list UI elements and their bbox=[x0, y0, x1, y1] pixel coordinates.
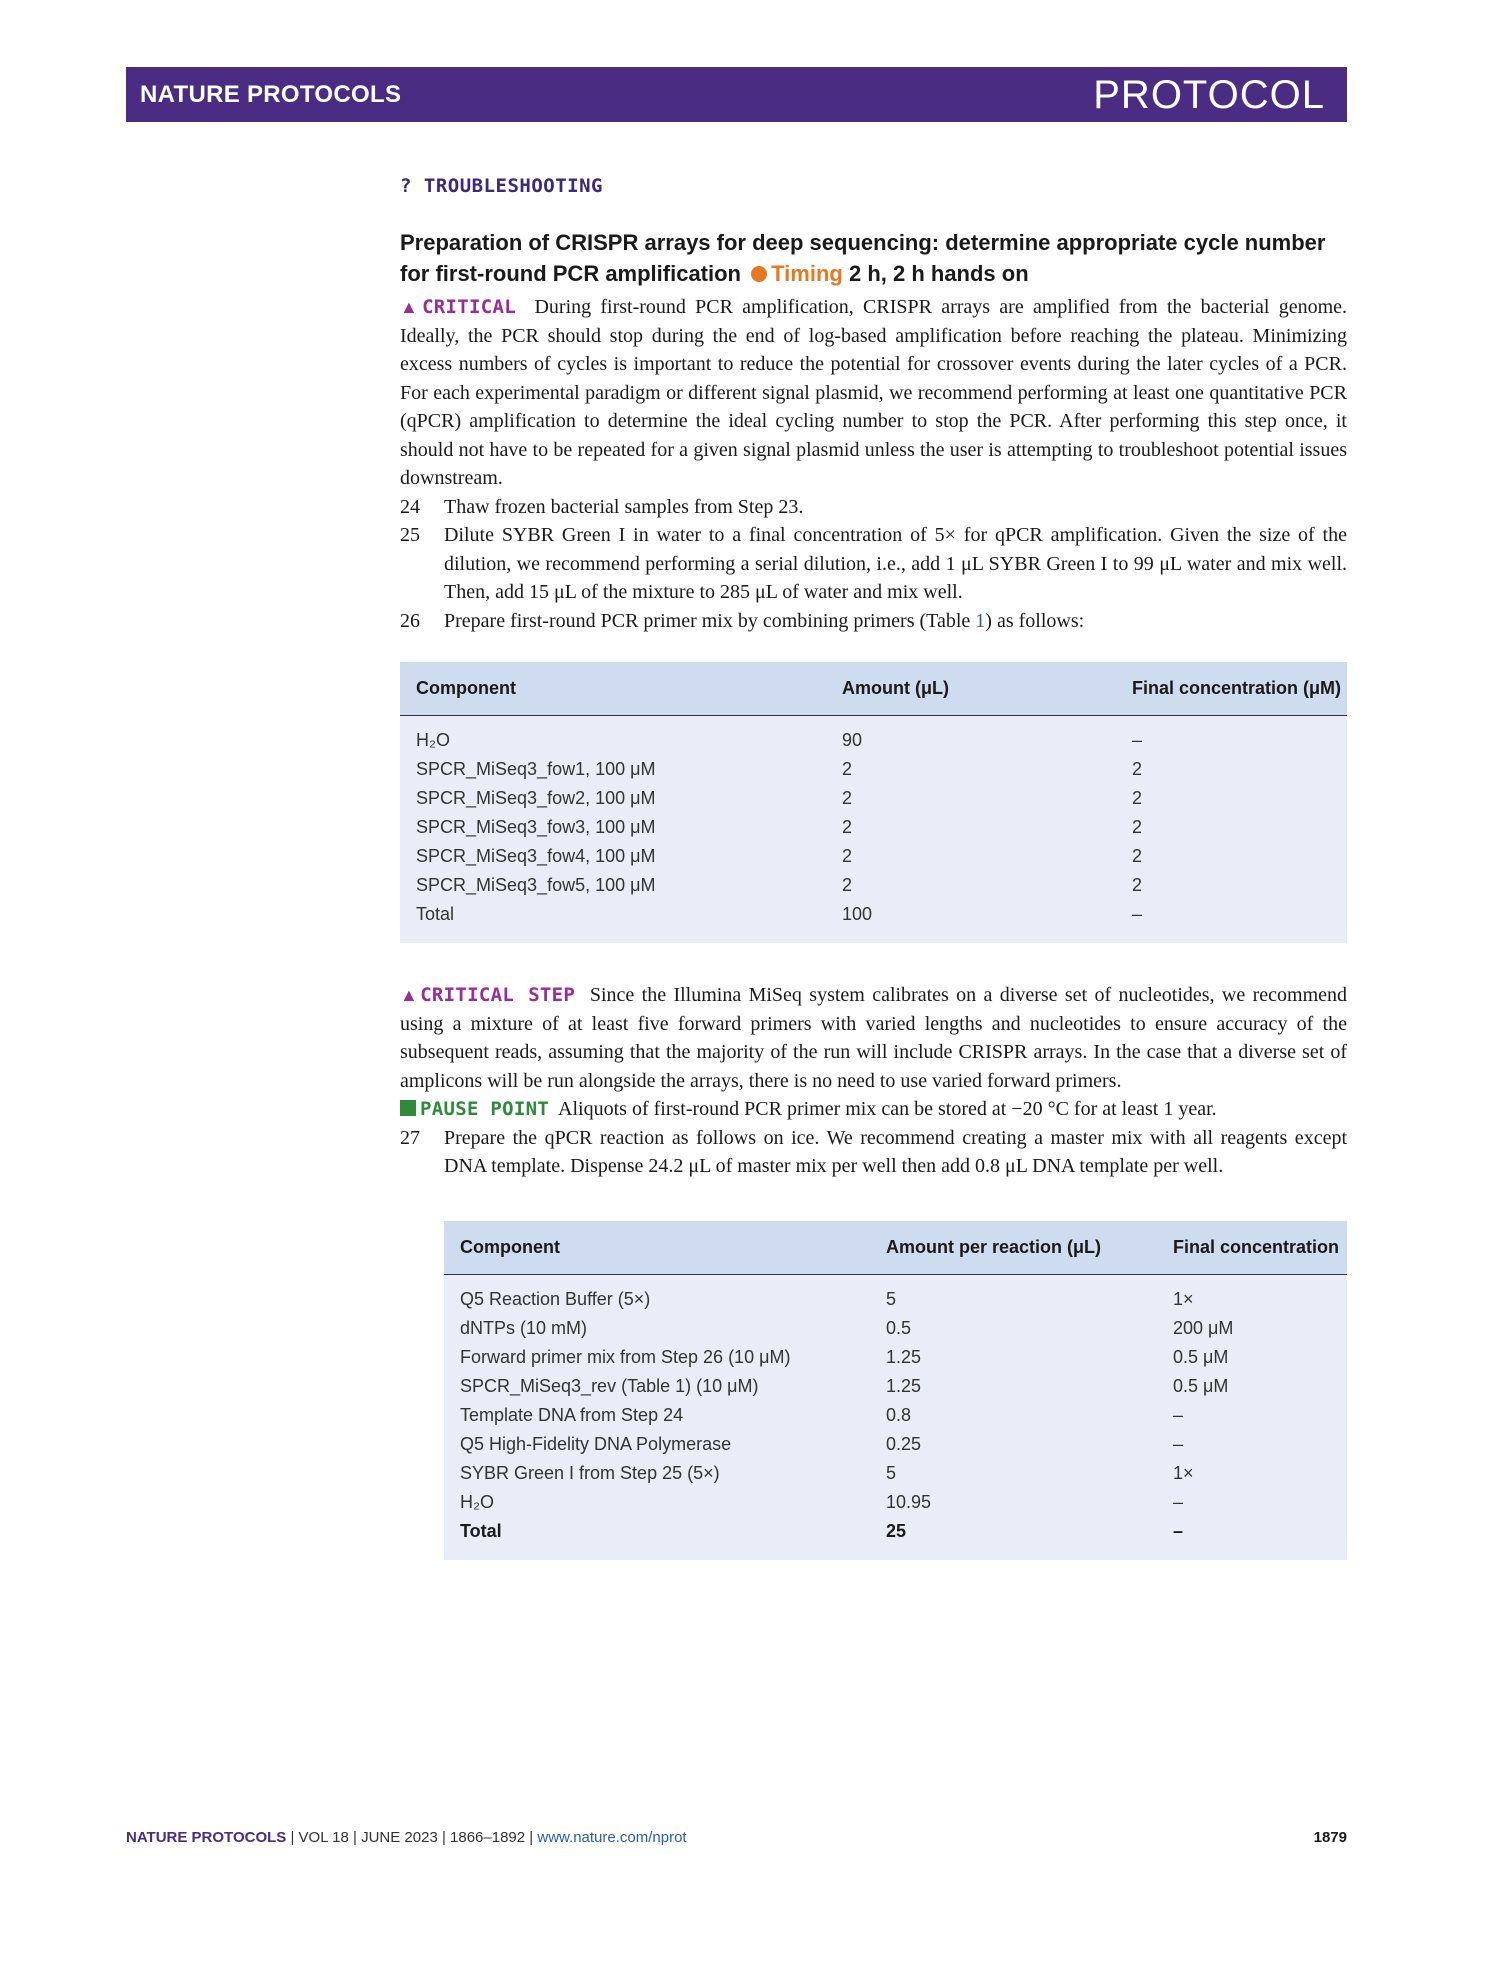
column-header: Component bbox=[444, 1221, 870, 1275]
footer-pages: 1866–1892 bbox=[450, 1829, 526, 1846]
table-cell: 0.5 bbox=[886, 1317, 912, 1338]
table-cell: 1.25 bbox=[886, 1346, 922, 1367]
table-cell: SYBR Green I from Step 25 (5×) bbox=[460, 1462, 720, 1483]
table-cell: – bbox=[1132, 730, 1143, 750]
table-cell: SPCR_MiSeq3_fow3, 100 μM bbox=[416, 817, 656, 837]
table-cell: 0.5 μM bbox=[1173, 1346, 1229, 1367]
table-cell: – bbox=[1132, 904, 1143, 924]
critical-label: CRITICAL bbox=[422, 296, 516, 318]
step-25 bbox=[400, 521, 1347, 607]
section-title: Preparation of CRISPR arrays for deep sequencing: determine appropriate cycle number for first-round PCR amplification bbox=[400, 230, 1326, 286]
table-row bbox=[400, 900, 1347, 943]
table-row bbox=[400, 784, 1347, 813]
table-header-row bbox=[444, 1221, 1347, 1275]
column-header: Amount per reaction (μL) bbox=[870, 1221, 1157, 1275]
step-number: 27 bbox=[400, 1126, 420, 1149]
table-row bbox=[400, 813, 1347, 842]
table-cell: – bbox=[1173, 1433, 1184, 1454]
primer-mix-table bbox=[400, 662, 1347, 943]
step-text: Prepare the qPCR reaction as follows on ice. We recommend creating a master mix with all reagents except DNA template. Dispense 24.2 μL of master mix per well then add 0.8 μL DNA template per well. bbox=[444, 1126, 1347, 1177]
journal-name: NATURE PROTOCOLS bbox=[140, 81, 402, 108]
table-cell: 90 bbox=[842, 730, 863, 750]
table-row bbox=[400, 755, 1347, 784]
table-cell: 0.25 bbox=[886, 1433, 922, 1454]
table-cell: H₂O bbox=[460, 1491, 494, 1512]
critical-step-label: CRITICAL STEP bbox=[420, 984, 576, 1006]
table-row bbox=[444, 1430, 1347, 1459]
table-row bbox=[444, 1274, 1347, 1314]
column-header: Final concentration bbox=[1157, 1221, 1347, 1275]
step-number: 24 bbox=[400, 495, 420, 518]
table-cell: 1× bbox=[1173, 1462, 1194, 1483]
step-text-end: ) as follows: bbox=[985, 609, 1085, 632]
footer-url[interactable]: www.nature.com/nprot bbox=[537, 1829, 687, 1846]
table-cell: 10.95 bbox=[886, 1491, 932, 1512]
table-cell: dNTPs (10 mM) bbox=[460, 1317, 588, 1338]
pause-point-label: PAUSE POINT bbox=[420, 1098, 550, 1120]
step-number: 25 bbox=[400, 524, 420, 546]
table-cell: SPCR_MiSeq3_rev (Table 1) (10 μM) bbox=[460, 1375, 759, 1396]
table-cell: SPCR_MiSeq3_fow2, 100 μM bbox=[416, 788, 656, 808]
footer-volume: VOL 18 bbox=[298, 1829, 349, 1846]
critical-text: During first-round PCR amplification, CRISPR arrays are amplified from the bacterial genome. Ideally, the PCR should stop during the end of log-based amplification before reaching the plateau. Minimizing excess numbers of cycles is important to reduce the potential for crossover events during the later cycles of a PCR. For each experimental paradigm or different signal plasmid, we recommend performing at least one quantitative PCR (qPCR) amplification to determine the ideal cycling number to stop the PCR. After performing this step once, it should not have to be repeated for a given signal plasmid unless the user is attempting to troubleshoot potential issues downstream. bbox=[400, 296, 1347, 489]
step-27 bbox=[400, 1124, 1347, 1181]
table-row bbox=[444, 1401, 1347, 1430]
table-1-link[interactable]: 1 bbox=[975, 609, 986, 632]
table-cell: 2 bbox=[1132, 759, 1143, 779]
table-cell: 5 bbox=[886, 1288, 897, 1309]
column-header: Final concentration (μM) bbox=[1116, 662, 1347, 716]
table-cell: 2 bbox=[842, 817, 853, 837]
timing-label: Timing bbox=[771, 261, 843, 286]
step-26 bbox=[400, 607, 1347, 636]
table-row bbox=[400, 842, 1347, 871]
page-number: 1879 bbox=[1313, 1829, 1347, 1846]
table-row bbox=[444, 1343, 1347, 1372]
table-cell: 2 bbox=[842, 875, 853, 895]
article-type: PROTOCOL bbox=[1093, 73, 1325, 117]
table-cell: 0.8 bbox=[886, 1404, 912, 1425]
table-cell: SPCR_MiSeq3_fow4, 100 μM bbox=[416, 846, 656, 866]
journal-header-bar bbox=[126, 67, 1347, 122]
table-cell: 2 bbox=[842, 759, 853, 779]
table-cell: 2 bbox=[1132, 788, 1143, 808]
table-cell: 5 bbox=[886, 1462, 897, 1483]
table-cell: 1× bbox=[1173, 1288, 1194, 1309]
column-header: Amount (μL) bbox=[826, 662, 1116, 716]
footer-journal: NATURE PROTOCOLS bbox=[126, 1829, 287, 1846]
table-cell: Template DNA from Step 24 bbox=[460, 1404, 684, 1425]
table-row bbox=[444, 1517, 1347, 1560]
table-cell: 2 bbox=[1132, 817, 1143, 837]
timing-value: 2 h, 2 h hands on bbox=[848, 261, 1029, 286]
table-cell: H₂O bbox=[416, 730, 450, 750]
table-cell: Total bbox=[416, 904, 455, 924]
page-footer: NATURE PROTOCOLS | VOL 18 | JUNE 2023 | 1866–1892 | www.nature.com/nprot 1879 bbox=[126, 1829, 1347, 1846]
page-content bbox=[400, 175, 1347, 1560]
pause-square-icon bbox=[400, 1100, 416, 1116]
table-row bbox=[400, 871, 1347, 900]
critical-step-text: Since the Illumina MiSeq system calibrates on a diverse set of nucleotides, we recommend using a mixture of at least five forward primers with varied lengths and nucleotides to ensure accuracy of the subsequent reads, assuming that the majority of the run will include CRISPR arrays. In the case that a diverse set of amplicons will be run alongside the arrays, there is no need to use varied forward primers. bbox=[400, 984, 1347, 1092]
table-cell: 1.25 bbox=[886, 1375, 922, 1396]
table-row bbox=[400, 716, 1347, 756]
table-cell: 25 bbox=[886, 1520, 907, 1541]
table-cell: 2 bbox=[842, 846, 853, 866]
table-row bbox=[444, 1372, 1347, 1401]
column-header: Component bbox=[400, 662, 826, 716]
step-text: Prepare first-round PCR primer mix by combining primers (Table bbox=[444, 609, 976, 632]
table-row bbox=[444, 1314, 1347, 1343]
section-heading bbox=[400, 227, 1347, 289]
table-cell: Total bbox=[460, 1520, 502, 1541]
critical-triangle-icon: ▲ bbox=[400, 985, 421, 1005]
table-cell: SPCR_MiSeq3_fow1, 100 μM bbox=[416, 759, 656, 779]
table-cell: 2 bbox=[1132, 875, 1143, 895]
table-cell: SPCR_MiSeq3_fow5, 100 μM bbox=[416, 875, 656, 895]
table-cell: – bbox=[1173, 1404, 1184, 1425]
timing-dot-icon bbox=[751, 266, 767, 282]
table-cell: – bbox=[1173, 1520, 1184, 1541]
table-cell: 200 μM bbox=[1173, 1317, 1234, 1338]
table-cell: 0.5 μM bbox=[1173, 1375, 1229, 1396]
table-cell: 100 bbox=[842, 904, 873, 924]
table-row bbox=[444, 1488, 1347, 1517]
critical-step-note bbox=[400, 981, 1347, 1095]
step-text: Dilute SYBR Green I in water to a final concentration of 5× for qPCR amplification. Given the size of the dilution, we recommend performing a serial dilution, i.e., add 1 μL SYBR Green I to 99 μL water and mix well. Then, add 15 μL of the mixture to 285 μL of water and mix well. bbox=[444, 524, 1347, 603]
table-header-row bbox=[400, 662, 1347, 716]
pause-point-text: Aliquots of first-round PCR primer mix can be stored at −20 °C for at least 1 year. bbox=[558, 1098, 1217, 1120]
critical-note bbox=[400, 293, 1347, 493]
step-number: 26 bbox=[400, 609, 420, 632]
table-cell: – bbox=[1173, 1491, 1184, 1512]
troubleshooting-label: ? TROUBLESHOOTING bbox=[400, 175, 603, 197]
table-cell: 2 bbox=[842, 788, 853, 808]
critical-triangle-icon: ▲ bbox=[400, 297, 423, 317]
table-cell: Q5 Reaction Buffer (5×) bbox=[460, 1288, 651, 1309]
table-cell: 2 bbox=[1132, 846, 1143, 866]
table-cell: Forward primer mix from Step 26 (10 μM) bbox=[460, 1346, 791, 1367]
pause-point-note bbox=[400, 1095, 1347, 1124]
table-row bbox=[444, 1459, 1347, 1488]
footer-date: JUNE 2023 bbox=[361, 1829, 438, 1846]
qpcr-reaction-table bbox=[444, 1221, 1347, 1560]
step-24 bbox=[400, 493, 1347, 522]
table-cell: Q5 High-Fidelity DNA Polymerase bbox=[460, 1433, 732, 1454]
step-text: Thaw frozen bacterial samples from Step 23. bbox=[444, 495, 804, 518]
